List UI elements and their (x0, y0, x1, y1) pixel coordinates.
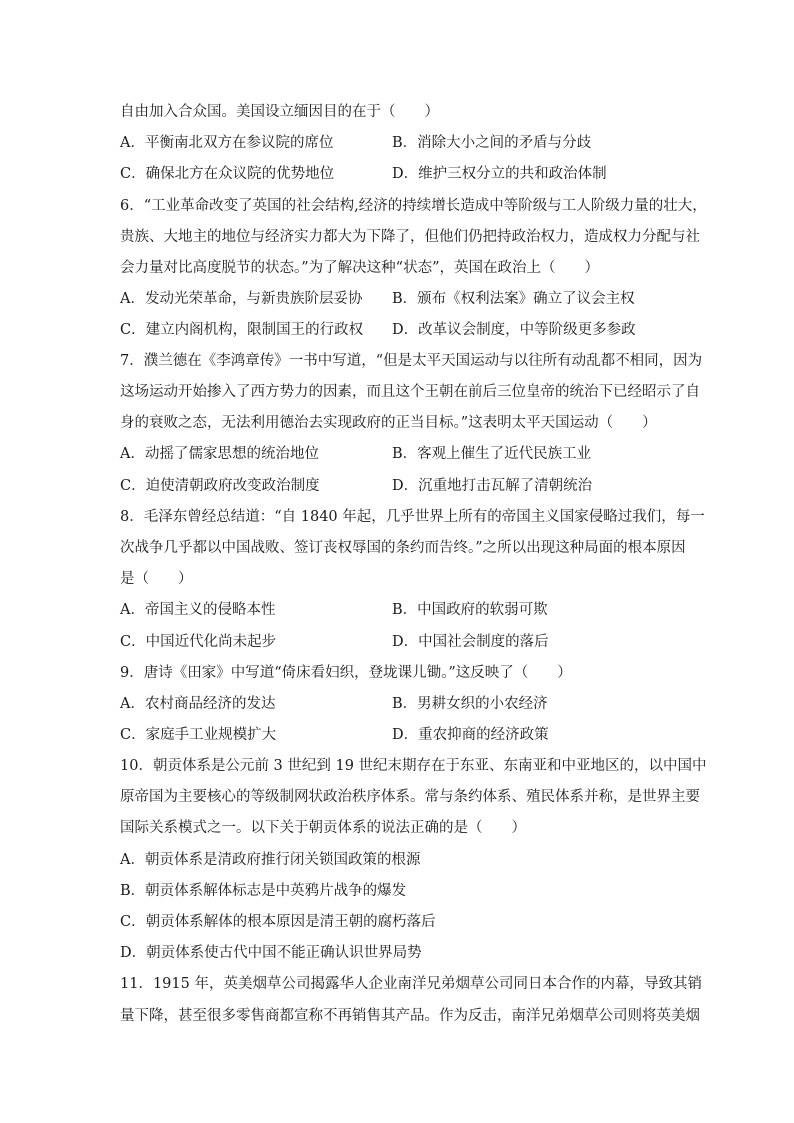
q11-stem-line1: 11．1915 年，英美烟草公司揭露华人企业南洋兄弟烟草公司同日本合作的内幕，导致其销 (120, 976, 702, 992)
q5-stem-tail: 自由加入合众国。美国设立缅因目的在于（ ） (120, 104, 439, 120)
q7-stem-line2: 这场运动开始掺入了西方势力的因素，而且这个王朝在前后三位皇帝的统治下已经昭示了自 (120, 384, 700, 400)
q5-option-b: B．消除大小之间的矛盾与分歧 (392, 135, 592, 151)
q6-stem-line1: 6．“工业革命改变了英国的社会结构,经济的持续增长造成中等阶级与工人阶级力量的壮大， (120, 198, 707, 214)
q7-option-a: A．动摇了儒家思想的统治地位 (120, 446, 319, 462)
q9-option-a: A．农村商品经济的发达 (120, 696, 276, 712)
q7-stem-line3: 身的衰败之态，无法利用德治去实现政府的正当目标。”这表明太平天国运动（ ） (120, 415, 657, 431)
q10-stem-line1: 10．朝贡体系是公元前 3 世纪到 19 世纪末期存在于东亚、东南亚和中亚地区的，以中国中 (120, 758, 707, 774)
q6-option-c: C．建立内阁机构，限制国王的行政权 (120, 322, 364, 338)
q9-option-b: B．男耕女织的小农经济 (392, 696, 548, 712)
q8-option-a: A．帝国主义的侵略本性 (120, 602, 276, 618)
q6-stem-line3: 会力量对比高度脱节的状态。”为了解决这种“状态”，英国在政治上（ ） (120, 260, 599, 276)
q10-option-d: D．朝贡体系使古代中国不能正确认识世界局势 (120, 945, 422, 961)
q9-stem-line1: 9．唐诗《田家》中写道“倚床看妇织，登垅课儿锄。”这反映了（ ） (120, 665, 572, 681)
q9-option-d: D．重农抑商的经济政策 (392, 727, 549, 743)
q6-option-b: B．颁布《权利法案》确立了议会主权 (392, 291, 635, 307)
q6-option-a: A．发动光荣革命，与新贵族阶层妥协 (120, 291, 363, 307)
q5-option-d: D．维护三权分立的共和政治体制 (392, 166, 607, 182)
q7-option-b: B．客观上催生了近代民族工业 (392, 446, 592, 462)
q6-option-d: D．改革议会制度，中等阶级更多参政 (392, 322, 636, 338)
q8-option-b: B．中国政府的软弱可欺 (392, 602, 548, 618)
q7-option-c: C．迫使清朝政府改变政治制度 (120, 478, 320, 494)
q8-stem-line2: 次战争几乎都以中国战败、签订丧权辱国的条约而告终。”之所以出现这种局面的根本原因 (120, 540, 686, 556)
q6-stem-line2: 贵族、大地主的地位与经济实力都大为下降了，但他们仍把持政治权力，造成权力分配与社 (120, 229, 700, 245)
q7-stem-line1: 7．濮兰德在《李鸿章传》一书中写道，“但是太平天国运动与以往所有动乱都不相同，因为 (120, 353, 703, 369)
q10-option-b: B．朝贡体系解体标志是中英鸦片战争的爆发 (120, 883, 407, 899)
q7-option-d: D．沉重地打击瓦解了清朝统治 (392, 478, 593, 494)
q11-stem-line2: 量下降，甚至很多零售商都宣称不再销售其产品。作为反击，南洋兄弟烟草公司则将英美烟 (120, 1008, 700, 1024)
q10-option-a: A．朝贡体系是清政府推行闭关锁国政策的根源 (120, 852, 421, 868)
q5-option-c: C．确保北方在众议院的优势地位 (120, 166, 335, 182)
q8-stem-line1: 8．毛泽东曾经总结道：“自 1840 年起，几乎世界上所有的帝国主义国家侵略过我们，每一 (120, 509, 705, 525)
q8-stem-line3: 是（ ） (120, 571, 193, 587)
q9-option-c: C．家庭手工业规模扩大 (120, 727, 277, 743)
q10-stem-line2: 原帝国为主要核心的等级制网状政治秩序体系。常与条约体系、殖民体系并称，是世界主要 (120, 789, 700, 805)
q5-option-a: A．平衡南北双方在参议院的席位 (120, 135, 334, 151)
q10-option-c: C．朝贡体系解体的根本原因是清王朝的腐朽落后 (120, 914, 436, 930)
q10-stem-line3: 国际关系模式之一。以下关于朝贡体系的说法正确的是（ ） (120, 820, 526, 836)
q8-option-c: C．中国近代化尚未起步 (120, 634, 277, 650)
q8-option-d: D．中国社会制度的落后 (392, 634, 549, 650)
